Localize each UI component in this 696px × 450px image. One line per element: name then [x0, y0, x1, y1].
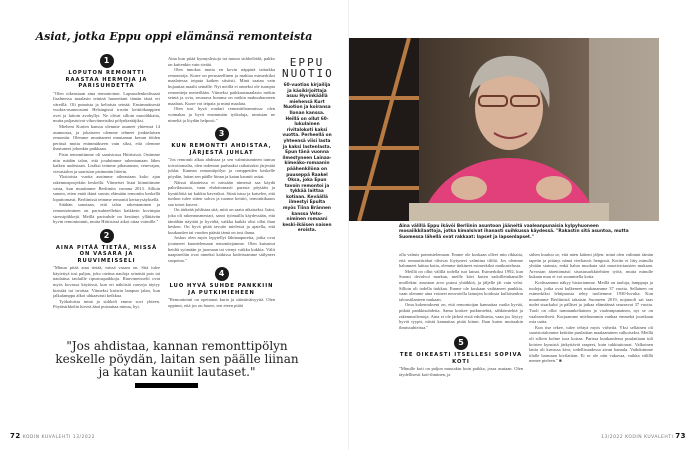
paragraph: Yksitoista vuotta asuimme oikeastaan koko ajan rakennusprojektin keskellä. Viimeiset listat kiinnitimme vasta, kun muutimme Berliiniin vuonna 2013. Silloin sanoin, etten enää ikinä suostu elämään remontin keskellä loputtomasti. Berliinissä teimme remontit kertarysäyksellä. — [53, 174, 160, 202]
section-heading: LOPUTON REMONTTI RAASTAA HERMOJA JA PARISUHDETTA — [65, 70, 148, 89]
paragraph: Joskus olen myös lepytellyt lähinaapureita, jotka ovat joutuneet kuuntelemaan remonttejamme. Olen kutsunut heidät syömään ja juomaan tai vienyt vaikka kukkia. Välit naapureihin ovat onneksi kaikissa kodeissamme säilyneet saopeina." — [168, 235, 275, 263]
section-number: 3 — [215, 127, 229, 141]
publication: KODIN KUVALEHTI 13/2022 — [22, 435, 95, 440]
pull-quote: "Jos ahdistaa, kannan remonttipölyn keskelle pöydän, laitan sen päälle liinan ja katan kauniit lautaset." — [55, 339, 299, 379]
paragraph: Kodissamme näkyy historiamme. Meillä on tauluja, lamppuja ja tuoleja, jotka ovat kulkeneet mukanamme 37 vuotta. Sellainen on esimerkiksi lehtipuusta tehty tuoliemme 1930-luvulta. Kun muutimme Berliinistä takaisin Suomeen 2019, nojatuoli sai taas uudet sisarkalut ja pälliset ja jatkaa elämäänsä seuraavat 37 vuotta. Tuoli on ollut tummankeltainen ja vaaleanpunainen, nyt se on vaaleanvihreä. Korjaamme mieluummin vanhaa emmekä juurikaan osta uutta. — [529, 279, 653, 325]
paragraph: Aina kun pitää kynnyslistoja tai muuta sirkkelöidä, pakko on kuitenkin vain sietää. — [168, 56, 275, 67]
section-number: 2 — [100, 229, 114, 243]
paragraph: "Minulle koti on paljon muutakin kuin paikka, jossa asutaan. Olen täydellisesti koti-ihminen, ja — [399, 366, 523, 377]
author-bio: 60-vuotias kirjailija ja käsikirjoittaja asuu Hyvinkäällä miehensä Kurt Nuotion ja koiransa Ilonan kanssa. Heillä on ollut 60-lukulainen rivitalokoti kaksi vuotta. Perheellä on yhteensä viisi lasta ja kaksi lastenlasta. Epun tänä vuonna ilmestyneen Lainaa-kimeäko-romaanin päähenkilöna on puuseppä Raakel Oksa, joka Epun tavoin remontoi ja tykkää laittaa kotiaan. Keväällä ilmestyi Epulta myös Tiina Brännen kanssa Veto-niminen romaani keski-ikäisen naisen eroista. — [282, 83, 332, 234]
paragraph: "Minun pitää aina tietää, missä vasara on. Sitä tulee käytettyä tosi paljon, joko otettua nauloja seinästä pois tai naulattua tauluille ripustuspaikkoja. Ruuvimeisselit ovat myös kovassa käytössä, kun eri näköisiä ruuveja täytyy kiristää tai irrottaa. Viimeksi kiristin lampun jalan, kun jalkalamppu alkoi uhkaavasti keikkua. — [53, 265, 160, 299]
section-heading: TEE OIKEASTI ITSELLESI SOPIVA KOTI — [399, 352, 523, 365]
portrait-photo — [349, 38, 659, 221]
paragraph: "Olen oikeastaan aina remontoinut. Lapsuudenkodissani Iisalmessa maalasin teininä huonettani tämän tästä eri väreillä. Oli punaista ja keltaista seinää. Ensimmäisestä vuokra-asunnostani Helsingissä irrotin keittiökaappien ovet ja laitoin avohyllyt. Ne olivat silloin muodikkaita, mutta paljastuivat vihoviimeisiksi pölynkerääjiksi. — [53, 90, 160, 124]
article-title: Asiat, jotka Eppu oppi elämänsä remonteista — [35, 30, 313, 43]
footer-right — [601, 432, 686, 440]
paragraph: Olen tosi hyvä roudari remonttihommissa: olen voimakas ja hyvä ensimmäin työkaluja, nimistan ne nimeltä ja löydän helposti." — [168, 106, 275, 123]
author-name: EPPU NUOTIO — [282, 56, 334, 80]
page-number: 72 — [10, 432, 21, 440]
paragraph: "Remontointi on opettanut kuria ja säästäväisyyttä. Olen oppinut, että jos on haave, sen eteen pitää — [168, 297, 275, 308]
paragraph: Oma kokemukseni on, että remontoijan kannattaa vaalia hyvää, pitkää pankkisuhdetta. Sama koskee putkimiehiä, sähkömiehiä ja rakennusfirmoja. Aina ei ole järkeä etsiä edullisinta, vaan jos löytyy hyvät tyypit, niistä kannattaa pitää kiinni. Ihan kuten muissakin ihmissuhteissa." — [399, 302, 523, 330]
section-heading: AINA PITÄÄ TIETÄÄ, MISSÄ ON VASARA JA RUUVIMEISSELI — [55, 244, 158, 264]
footer-left — [10, 432, 95, 440]
section-number: 4 — [215, 267, 229, 281]
paragraph: Pisin remonttimme oli saaristossa Hiittisissä. Ostimme niin mädän talon, että jouduimme rakentamaan lähes kaiken uudestaan. Lisäksi teimme pihasaunan, venevajan, vierastalon ja saariston pisimmän liiterin. — [53, 152, 160, 174]
paragraph: "Jos remontti alkaa ahdistaa ja sen valmistuminen tuntuu toivottomalta, olen todennut parhaaksi ratkaisuksi järjestää juhlat. Kannan remonttipölyn ja romppeiden keskelle pöydän, laitan sen päälle liinan ja katan kauniit astiat. — [168, 157, 275, 179]
paragraph: siihen kuuluu se, että näen kätteni jäljen: minä olen valinnut tämän tapetin ja pitänyt nämä vierkasvit hengissä. Kotiin ei liity minulla yhtään statusta, enkä halua muokata sitä muotivirtausten mukaan. Arvostan äärettömästi sisustusarkkitehtien työtä, mutta minulle kukaan muu ei voi suunnitella kotia. — [529, 252, 653, 280]
paragraph: Kun itse tekee, tulee tehtyä myös virheitä. Yksi sellainen oli saaristotalomme keittiön puulattian maalaaminen valkoiseksi. Meillä oli silloin kolme isoa koiraa. Parissa kuukaudessa puulattiaan tuli koirien kynsistä järkyttävät raapeet, kuin tukkiuitourat. Valkoinen lattia oli kuvassa kiva, todellisuudessa aivan kamala. Vaihdoimme tilalle harmaan kivilattian. Ei se ole niin vakavaa, vaikka välillä menee pieleen." ■ — [529, 324, 653, 364]
section-number: 1 — [100, 54, 114, 68]
publication: 13/2022 KODIN KUVALEHTI — [601, 435, 674, 440]
section-heading: LUO HYVÄ SUHDE PANKKIIN JA PUTKIMIEHEEN — [169, 283, 274, 296]
section-number: 5 — [454, 336, 468, 350]
paragraph: Sitähän sanotaan, että talon rakentaminen ja remontoiminen on parisuhteellekin kaikkein kovimpia stressipiikkejä. Meillä parisuhde on kestänyt yllättävän hyvin remontoinnit, mutta Hiittisissä aikoi ottaa voimille." — [53, 202, 160, 225]
quote-bar — [135, 383, 198, 388]
paragraph: On tärkeää juhlistaa sitä, mitä on saatu aikaiseksi. Isäni, joka oli rakennusmestari, sanoi työmailla käydessään, että tämähän näyttää jo hyvältä, vaikka kaikki olisi ollut ihan kesken. On hyvä pitää tavoite mielessä ja ajatella, että kuukauden tai vuoden päästä tämä on tosi ihana. — [168, 207, 275, 235]
paragraph: Näissä tilanteissa ei missään nimessä saa käydä pahvilautasia, vaan ehdottomasti parasta pöytään ja kynttilöitä tai kukkia kaverikoi. Siinä istuu ja katselee, että tuohon tulee sitten sohva ja tuonne keittiö, remonttikaaos saa toiset kasvot. — [168, 179, 275, 207]
right-page — [348, 0, 696, 450]
column-2 — [168, 56, 275, 309]
paragraph: olla valmis ponnistelemaan. Emme ole koskaan olleet niin rikkaita, että remonttirahat olisivat löytyneet valmiina tililtä. Jos olemme halunneet laittaa kotia, olemme tinkineet esimerkiksi matkustelusta. — [399, 252, 523, 269]
author-sidebar — [282, 57, 332, 234]
page-number: 73 — [675, 432, 686, 440]
paragraph: Olen innokas mutta en kovin näppärä taitarkka remontoija. Kurre on perusteellinen ja malttaa esimerkiksi maalatessa teipata kaiken siististi. Minä saatan vain hujauttaa maalit seinälle. Nyt meillä ei onneksi ole isompia remontteja meneillään. Viimeksi paikkausmaalasin mökin seiniä ja ovia, seuraava homma on mökin makuuhuoneen maalaus. Kurre voi teipata ja minä maalata. — [168, 67, 275, 106]
column-1 — [53, 50, 160, 310]
paragraph: Työkaluista minä ja sirkkeli emme sovi yhteen. Pöytäsirkkelin hirveä ääni puistattaa minua, hyi. — [53, 298, 160, 310]
column-3 — [399, 252, 523, 378]
section-heading: KUN REMONTTI AHDISTAA, JÄRJESTÄ JUHLAT — [171, 143, 272, 156]
paragraph: Mieheni Kurten kanssa olemme asuneet yhteensä 14 asunnossa, ja jokaiseen olemme tehneet jonkinlaisen remontin. Olemme muuttaneet muutaman kerran töiden perässä mutta enimmäkseen vain siksi, että olemme ihastuneet johonkin paikkaan. — [53, 124, 160, 152]
photo-caption: Aina välillä Eppu ikävöi Berliinin asuntoon jääneitä vaaleanpunaisia kylpyhuoneen mosaiikkilaattoja, jotka kimalsivat ihanasti suihkussa käydessä. "Rakastin sitä asuntoa, mutta Suomessa lähellä ovat rakkaat: lapset ja lapsenlapset." — [399, 224, 629, 240]
column-4 — [529, 252, 653, 364]
paragraph: Meillä on ollut välillä todella isot lainat. Esimerkiksi 1992, kun Suomi devalvoi markan, meille kävi kuten sadoilletuhansille muillekin: asunnon arvo putosi yhtäkkiä, ja jäljelle jäi vain velat. Silloin oli todella tiukkaa. Emme ole koskaan vaihtaneet pankkia, vaan olemme aina voineet neuvotella lainojen hoidosta kulloisenkin taloustilanteen mukaan. — [399, 268, 523, 302]
